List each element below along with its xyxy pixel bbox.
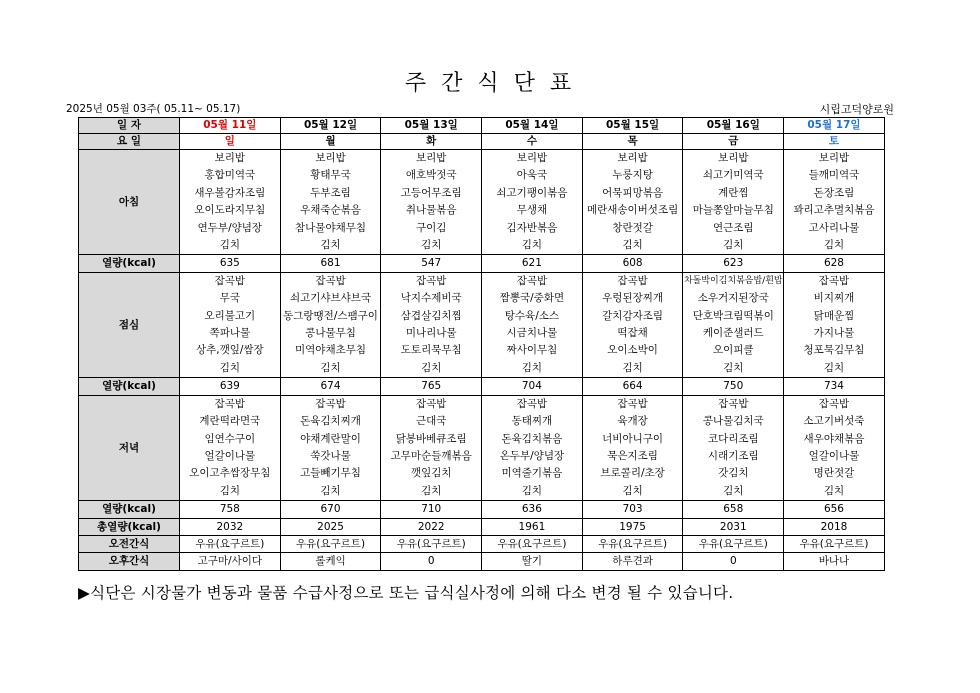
menu-item: 쇠고기팽이볶음 — [496, 186, 568, 199]
dinner-row — [79, 395, 885, 500]
menu-item: 아욱국 — [516, 169, 548, 182]
menu-item: 무국 — [219, 292, 240, 305]
menu-item: 어묵피망볶음 — [602, 186, 664, 199]
menu-item: 김치 — [823, 361, 845, 374]
weekly-menu-table — [78, 117, 885, 571]
menu-item: 차돌박이김치볶음밥/흰밥 — [683, 275, 783, 286]
lunch-cell — [381, 272, 482, 377]
breakfast-row — [79, 150, 885, 255]
menu-item: 고무마순들깨볶음 — [390, 449, 472, 462]
am-snack-value: 우유(요구르트) — [180, 535, 281, 552]
lunch-label: 점심 — [79, 272, 180, 377]
menu-item: 김치 — [421, 361, 442, 374]
menu-item: 계란떡라면국 — [199, 415, 261, 428]
menu-item: 낙지수제비국 — [400, 292, 462, 305]
total-calorie-value: 1961 — [482, 518, 583, 535]
menu-item: 잡곡밥 — [416, 274, 447, 287]
menu-item: 미역야채초무침 — [295, 344, 367, 357]
pm-snack-value: 바나나 — [784, 553, 885, 570]
calorie-value: 658 — [683, 501, 784, 518]
menu-item: 묵은지조림 — [607, 449, 658, 462]
lunch-cell — [683, 272, 784, 377]
date-cell: 05월 16일 — [683, 118, 784, 134]
menu-item: 탕수육/소스 — [504, 309, 560, 322]
menu-item: 콩나물무침 — [305, 327, 356, 340]
pm-snack-label: 오후간식 — [79, 553, 180, 570]
calorie-value: 750 — [683, 378, 784, 395]
total-calorie-label: 총열량(kcal) — [79, 518, 180, 535]
menu-item: 청포묵김무침 — [803, 344, 865, 357]
lunch-cell — [582, 272, 683, 377]
breakfast-cell — [482, 150, 583, 255]
total-calorie-value: 2025 — [280, 518, 381, 535]
menu-item: 소우거지된장국 — [697, 292, 769, 305]
menu-item: 보리밥 — [416, 152, 447, 164]
menu-item: 메란새송이버섯조림 — [586, 204, 679, 217]
calorie-value: 608 — [582, 255, 683, 272]
menu-item: 김치 — [521, 484, 543, 497]
menu-item: 누룽지탕 — [612, 169, 653, 182]
am-snack-value: 우유(요구르트) — [582, 535, 683, 552]
calorie-value: 734 — [784, 378, 885, 395]
lunch-cell — [482, 272, 583, 377]
dinner-cell — [683, 395, 784, 500]
menu-item: 브로콜리/초장 — [600, 467, 665, 480]
menu-item: 가지나물 — [813, 327, 855, 340]
menu-item: 동태찌개 — [511, 415, 553, 428]
menu-item: 잡곡밥 — [315, 274, 346, 287]
menu-item: 잡곡밥 — [718, 397, 749, 410]
menu-item: 참나물야채무침 — [295, 221, 367, 234]
menu-item: 단호박크림떡볶이 — [692, 309, 774, 322]
total-calorie-value: 2031 — [683, 518, 784, 535]
date-row — [79, 118, 885, 134]
menu-item: 잡곡밥 — [617, 397, 648, 410]
menu-item: 소고기버섯죽 — [803, 415, 865, 428]
menu-item: 미역줄기볶음 — [501, 467, 563, 480]
menu-item: 김치 — [521, 239, 543, 252]
breakfast-cell — [683, 150, 784, 255]
lunch-cell — [180, 272, 281, 377]
dinner-cell — [482, 395, 583, 500]
menu-item: 김치 — [723, 484, 744, 497]
menu-item: 마늘쫑알마늘무침 — [692, 204, 774, 217]
menu-item: 김치 — [521, 361, 543, 374]
menu-item: 김치 — [622, 361, 643, 374]
menu-item: 고등어무조림 — [400, 186, 462, 199]
menu-item: 닭봉바베큐조림 — [395, 432, 467, 445]
total-calorie-value: 2032 — [180, 518, 281, 535]
menu-item: 코다리조림 — [707, 432, 759, 445]
menu-item: 새우야채볶음 — [803, 432, 865, 445]
dow-cell: 일 — [180, 134, 281, 150]
menu-item: 무생채 — [516, 204, 548, 217]
menu-item: 근대국 — [416, 415, 447, 428]
menu-item: 구이김 — [416, 221, 447, 234]
calorie-value: 765 — [381, 378, 482, 395]
pm-snack-value: 0 — [381, 553, 482, 570]
menu-item: 야채계란말이 — [300, 432, 361, 445]
menu-item: 잡곡밥 — [416, 397, 447, 410]
menu-item: 김치 — [823, 239, 845, 252]
dow-cell: 화 — [381, 134, 482, 150]
menu-item: 오이고추쌈장무침 — [189, 467, 271, 480]
notice-text: ▶식단은 시장물가 변동과 물품 수급사정으로 또는 급식실사정에 의해 다소 변경 될 수 있습니다. — [78, 584, 734, 602]
menu-item: 깻잎김치 — [410, 467, 452, 480]
am-snack-label: 오전간식 — [79, 535, 180, 552]
breakfast-calorie-row — [79, 255, 885, 272]
menu-item: 쇠고기샤브샤브국 — [289, 292, 372, 305]
calorie-value: 674 — [280, 378, 381, 395]
menu-item: 애호박젓국 — [405, 169, 457, 182]
menu-item: 쇠고기미역국 — [702, 169, 764, 182]
pm-snack-value: 0 — [683, 553, 784, 570]
menu-item: 삼겹살김치찜 — [400, 309, 462, 322]
calorie-value: 710 — [381, 501, 482, 518]
menu-item: 새우볼감자조림 — [194, 186, 266, 199]
pm-snack-value: 딸기 — [482, 553, 583, 570]
menu-item: 잡곡밥 — [516, 397, 548, 410]
date-cell: 05월 13일 — [381, 118, 482, 134]
calorie-value: 758 — [180, 501, 281, 518]
calorie-label: 열량(kcal) — [79, 255, 180, 272]
menu-item: 잡곡밥 — [315, 397, 346, 410]
menu-item: 보리밥 — [214, 152, 246, 164]
breakfast-label: 아침 — [79, 150, 180, 255]
menu-item: 두부조림 — [310, 186, 351, 199]
menu-item: 들깨미역국 — [808, 169, 860, 182]
calorie-value: 621 — [482, 255, 583, 272]
institution-name: 시립고덕양로원 — [819, 103, 894, 116]
total-calorie-value: 2018 — [784, 518, 885, 535]
breakfast-cell — [582, 150, 683, 255]
calorie-value: 656 — [784, 501, 885, 518]
menu-item: 명란젓갈 — [813, 467, 855, 480]
menu-item: 잡곡밥 — [214, 274, 246, 287]
menu-item: 창란젓갈 — [612, 221, 653, 234]
calorie-value: 635 — [180, 255, 281, 272]
date-cell: 05월 11일 — [180, 118, 281, 134]
menu-item: 김치 — [219, 361, 240, 374]
lunch-row — [79, 272, 885, 377]
menu-item: 김치 — [219, 239, 240, 252]
date-cell: 05월 15일 — [582, 118, 683, 134]
menu-item: 잡곡밥 — [818, 397, 850, 410]
calorie-value: 623 — [683, 255, 784, 272]
menu-item: 꽈리고추멸치볶음 — [793, 204, 875, 217]
menu-item: 떡잡채 — [617, 327, 648, 340]
page-title: 주 간 식 단 표 — [404, 71, 576, 96]
menu-item: 동그랑땡전/스팸구이 — [283, 309, 378, 322]
total-calorie-row — [79, 518, 885, 535]
menu-item: 임연수구이 — [204, 432, 256, 445]
menu-item: 닭매운찜 — [813, 309, 855, 322]
menu-item: 온두부/양념장 — [499, 449, 565, 462]
menu-item: 김자반볶음 — [506, 221, 558, 234]
menu-item: 상추,깻잎/쌈장 — [195, 344, 264, 357]
dinner-cell — [180, 395, 281, 500]
menu-item: 우렁된장찌개 — [602, 292, 664, 305]
menu-item: 오이소박이 — [607, 344, 658, 357]
dow-cell: 수 — [482, 134, 583, 150]
menu-item: 취나물볶음 — [405, 204, 457, 217]
calorie-value: 704 — [482, 378, 583, 395]
menu-item: 육개장 — [617, 415, 648, 428]
menu-item: 연근조림 — [712, 221, 754, 234]
menu-item: 김치 — [622, 239, 643, 252]
calorie-value: 670 — [280, 501, 381, 518]
total-calorie-value: 2022 — [381, 518, 482, 535]
menu-item: 보리밥 — [718, 152, 749, 164]
menu-item: 비지찌개 — [813, 292, 855, 305]
menu-item: 김치 — [320, 361, 341, 374]
menu-item: 돈육김치찌개 — [300, 415, 361, 428]
menu-item: 보리밥 — [617, 152, 648, 164]
am-snack-value: 우유(요구르트) — [784, 535, 885, 552]
dinner-cell — [381, 395, 482, 500]
breakfast-cell — [381, 150, 482, 255]
menu-item: 김치 — [723, 361, 744, 374]
menu-item: 돈장조림 — [813, 186, 855, 199]
menu-item: 미나리나물 — [405, 327, 457, 340]
menu-item: 잡곡밥 — [214, 397, 246, 410]
menu-item: 갓김치 — [718, 467, 749, 480]
pm-snack-value: 고구마/사이다 — [180, 553, 281, 570]
menu-item: 김치 — [723, 239, 744, 252]
pm-snack-value: 롤케익 — [280, 553, 381, 570]
menu-item: 쑥갓나물 — [310, 449, 351, 462]
calorie-value: 639 — [180, 378, 281, 395]
menu-item: 김치 — [421, 484, 442, 497]
calorie-value: 703 — [582, 501, 683, 518]
menu-item: 갈치감자조림 — [602, 309, 664, 322]
lunch-calorie-row — [79, 378, 885, 395]
menu-item: 김치 — [320, 239, 341, 252]
date-cell: 05월 17일 — [784, 118, 885, 134]
dow-label: 요 일 — [79, 134, 180, 150]
menu-item: 시래기조림 — [707, 449, 759, 462]
calorie-value: 628 — [784, 255, 885, 272]
pm-snack-value: 하루견과 — [582, 553, 683, 570]
dow-cell: 금 — [683, 134, 784, 150]
week-range: 2025년 05월 03주( 05.11~ 05.17) — [66, 103, 241, 115]
calorie-label: 열량(kcal) — [79, 378, 180, 395]
menu-item: 오리불고기 — [204, 309, 256, 322]
menu-item: 너비아니구이 — [602, 432, 664, 445]
menu-item: 김치 — [320, 484, 341, 497]
menu-item: 돈육김치볶음 — [501, 432, 563, 445]
calorie-value: 547 — [381, 255, 482, 272]
am-snack-value: 우유(요구르트) — [381, 535, 482, 552]
total-calorie-value: 1975 — [582, 518, 683, 535]
menu-item: 얼갈이나물 — [808, 449, 860, 462]
lunch-cell — [280, 272, 381, 377]
dow-cell: 목 — [582, 134, 683, 150]
menu-item: 짬뽕국/중화면 — [499, 292, 565, 305]
am-snack-value: 우유(요구르트) — [482, 535, 583, 552]
date-label: 일 자 — [79, 118, 180, 134]
menu-item: 보리밥 — [818, 152, 850, 164]
menu-item: 김치 — [421, 239, 442, 252]
menu-item: 잡곡밥 — [516, 274, 548, 287]
calorie-value: 681 — [280, 255, 381, 272]
breakfast-cell — [280, 150, 381, 255]
breakfast-cell — [180, 150, 281, 255]
menu-item: 오이피클 — [712, 344, 754, 357]
menu-item: 시금치나물 — [506, 327, 558, 340]
menu-item: 고사리나물 — [808, 221, 860, 234]
dinner-label: 저녁 — [79, 395, 180, 500]
dinner-cell — [280, 395, 381, 500]
calorie-label: 열량(kcal) — [79, 501, 180, 518]
menu-item: 잡곡밥 — [818, 274, 850, 287]
breakfast-cell — [784, 150, 885, 255]
dinner-cell — [784, 395, 885, 500]
date-cell: 05월 12일 — [280, 118, 381, 134]
menu-item: 고들빼기무침 — [300, 467, 361, 480]
calorie-value: 636 — [482, 501, 583, 518]
dinner-calorie-row — [79, 501, 885, 518]
menu-item: 황태무국 — [310, 169, 351, 182]
menu-item: 잡곡밥 — [617, 274, 648, 287]
date-cell: 05월 14일 — [482, 118, 583, 134]
menu-item: 쪽파나물 — [209, 327, 251, 340]
dinner-cell — [582, 395, 683, 500]
menu-item: 도토리묵무침 — [400, 344, 462, 357]
calorie-value: 664 — [582, 378, 683, 395]
dow-row — [79, 134, 885, 150]
menu-item: 콩나물김치국 — [702, 415, 764, 428]
pm-snack-row — [79, 553, 885, 570]
menu-item: 짜사이무침 — [506, 344, 558, 357]
dow-cell: 토 — [784, 134, 885, 150]
menu-item: 김치 — [823, 484, 845, 497]
menu-item: 보리밥 — [315, 152, 346, 164]
am-snack-row — [79, 535, 885, 552]
menu-item: 홍합미역국 — [204, 169, 256, 182]
menu-item: 얼갈이나물 — [204, 449, 256, 462]
menu-item: 보리밥 — [516, 152, 548, 164]
dow-cell: 월 — [280, 134, 381, 150]
menu-item: 연두부/양념장 — [197, 221, 263, 234]
menu-item: 계란찜 — [718, 186, 749, 199]
menu-item: 우채죽순볶음 — [300, 204, 361, 217]
menu-item: 케이준샐러드 — [702, 327, 764, 340]
am-snack-value: 우유(요구르트) — [280, 535, 381, 552]
am-snack-value: 우유(요구르트) — [683, 535, 784, 552]
menu-item: 김치 — [219, 484, 240, 497]
menu-item: 김치 — [622, 484, 643, 497]
lunch-cell — [784, 272, 885, 377]
menu-item: 오이도라지무침 — [194, 204, 266, 217]
